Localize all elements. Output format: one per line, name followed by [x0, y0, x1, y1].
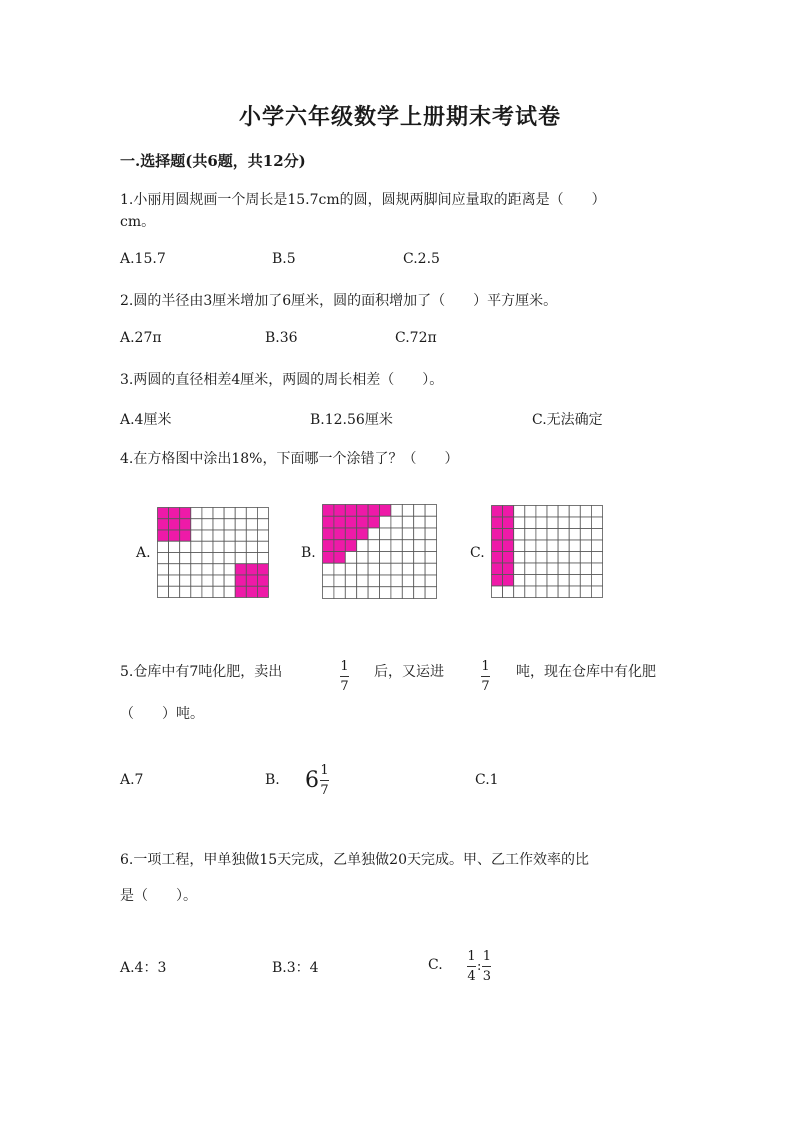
- question-6-option-b: B.3：4: [272, 960, 319, 976]
- grid-cell: [492, 575, 503, 587]
- grid-cell: [191, 586, 202, 597]
- grid-cell: [492, 540, 503, 552]
- grid-cell: [169, 553, 180, 564]
- grid-cell: [492, 529, 503, 541]
- grid-cell: [257, 519, 268, 530]
- grid-cell: [345, 563, 356, 575]
- grid-cell: [580, 529, 591, 541]
- grid-cell: [591, 552, 602, 564]
- grid-cell: [425, 540, 436, 552]
- fraction-denominator: 4: [467, 969, 476, 984]
- grid-cell: [391, 552, 402, 564]
- grid-cell: [213, 553, 224, 564]
- grid-cell: [414, 587, 425, 599]
- grid-cell: [257, 575, 268, 586]
- grid-cell: [180, 586, 191, 597]
- ratio-quarter-to-third: [467, 950, 491, 983]
- grid-cell: [323, 516, 334, 528]
- grid-cell: [246, 519, 257, 530]
- grid-cell: [368, 516, 379, 528]
- grid-a-label: A.: [136, 545, 151, 561]
- question-6-text-continued: 是（ ）。: [120, 888, 197, 904]
- question-1-option-b: B.5: [272, 251, 296, 267]
- grid-cell: [323, 563, 334, 575]
- grid-cell: [213, 530, 224, 541]
- grid-cell: [169, 508, 180, 519]
- grid-cell: [425, 587, 436, 599]
- grid-cell: [558, 540, 569, 552]
- grid-cell: [158, 541, 169, 552]
- grid-cell: [235, 541, 246, 552]
- grid-cell: [323, 528, 334, 540]
- fraction-numerator: 1: [467, 949, 476, 964]
- grid-cell: [357, 528, 368, 540]
- grid-cell: [503, 517, 514, 529]
- grid-cell: [345, 552, 356, 564]
- fraction-numerator: 1: [340, 659, 349, 674]
- question-1-text-continued: cm。: [120, 214, 156, 230]
- section-heading: 一.选择题(共6题，共12分): [120, 152, 306, 170]
- grid-cell: [191, 553, 202, 564]
- grid-cell: [492, 506, 503, 518]
- grid-cell: [414, 575, 425, 587]
- grid-cell: [169, 564, 180, 575]
- grid-cell: [425, 516, 436, 528]
- grid-cell: [213, 586, 224, 597]
- page-title: 小学六年级数学上册期末考试卷: [238, 104, 561, 130]
- grid-cell: [525, 563, 536, 575]
- grid-cell: [580, 517, 591, 529]
- grid-cell: [536, 552, 547, 564]
- grid-cell: [169, 586, 180, 597]
- grid-cell: [492, 552, 503, 564]
- grid-cell: [169, 519, 180, 530]
- grid-cell: [191, 575, 202, 586]
- grid-cell: [180, 553, 191, 564]
- question-5-text-part1: 5.仓库中有7吨化肥，卖出: [120, 664, 283, 680]
- grid-cell: [514, 517, 525, 529]
- grid-cell: [345, 528, 356, 540]
- grid-cell: [525, 529, 536, 541]
- grid-cell: [180, 530, 191, 541]
- grid-cell: [569, 517, 580, 529]
- grid-cell: [158, 519, 169, 530]
- grid-cell: [391, 563, 402, 575]
- grid-cell: [380, 587, 391, 599]
- grid-cell: [224, 530, 235, 541]
- grid-cell: [345, 575, 356, 587]
- grid-cell: [169, 575, 180, 586]
- grid-cell: [368, 505, 379, 517]
- grid-cell: [402, 516, 413, 528]
- grid-cell: [514, 506, 525, 518]
- grid-cell: [536, 563, 547, 575]
- grid-cell: [246, 553, 257, 564]
- grid-cell: [224, 575, 235, 586]
- grid-cell: [224, 586, 235, 597]
- grid-cell: [380, 552, 391, 564]
- grid-cell: [357, 516, 368, 528]
- grid-cell: [492, 563, 503, 575]
- question-3-option-b: B.12.56厘米: [310, 412, 393, 428]
- grid-cell: [525, 575, 536, 587]
- fraction-denominator: 3: [482, 969, 492, 984]
- question-5-option-a: A.7: [120, 772, 144, 788]
- grid-cell: [503, 506, 514, 518]
- grid-cell: [246, 530, 257, 541]
- grid-cell: [492, 517, 503, 529]
- grid-cell: [213, 541, 224, 552]
- grid-cell: [224, 541, 235, 552]
- grid-cell: [334, 505, 345, 517]
- grid-cell: [558, 563, 569, 575]
- grid-cell: [391, 540, 402, 552]
- mixed-whole: 6: [305, 768, 319, 793]
- mixed-number-six-and-one-seventh: [305, 764, 329, 797]
- grid-cell: [345, 505, 356, 517]
- grid-cell: [536, 540, 547, 552]
- grid-cell: [368, 540, 379, 552]
- grid-cell: [368, 563, 379, 575]
- grid-cell: [368, 552, 379, 564]
- grid-cell: [368, 575, 379, 587]
- grid-cell: [569, 529, 580, 541]
- question-5-text-continued: （ ）吨。: [120, 706, 204, 722]
- grid-cell: [246, 508, 257, 519]
- grid-cell: [213, 519, 224, 530]
- grid-cell: [224, 553, 235, 564]
- grid-cell: [402, 563, 413, 575]
- grid-cell: [536, 575, 547, 587]
- grid-cell: [323, 505, 334, 517]
- grid-cell: [180, 575, 191, 586]
- fraction-numerator: 1: [481, 659, 490, 674]
- grid-cell: [202, 508, 213, 519]
- grid-cell: [525, 586, 536, 598]
- grid-cell: [235, 575, 246, 586]
- grid-cell: [569, 540, 580, 552]
- question-3-option-c: C.无法确定: [532, 412, 603, 428]
- grid-cell: [414, 528, 425, 540]
- grid-cell: [591, 563, 602, 575]
- grid-cell: [402, 540, 413, 552]
- grid-cell: [357, 563, 368, 575]
- grid-cell: [525, 552, 536, 564]
- grid-cell: [257, 508, 268, 519]
- question-6-option-c: C.: [428, 957, 443, 973]
- grid-cell: [158, 575, 169, 586]
- grid-cell: [235, 564, 246, 575]
- grid-cell: [191, 530, 202, 541]
- grid-cell: [213, 564, 224, 575]
- grid-cell: [380, 540, 391, 552]
- grid-cell: [180, 564, 191, 575]
- grid-cell: [591, 540, 602, 552]
- grid-cell: [180, 508, 191, 519]
- grid-cell: [525, 506, 536, 518]
- grid-cell: [402, 528, 413, 540]
- grid-cell: [391, 575, 402, 587]
- question-2-option-a: A.27π: [120, 330, 162, 346]
- grid-cell: [425, 552, 436, 564]
- grid-cell: [380, 516, 391, 528]
- question-3-text: 3.两圆的直径相差4厘米，两圆的周长相差（ ）。: [120, 372, 444, 388]
- grid-cell: [591, 586, 602, 598]
- grid-cell: [158, 530, 169, 541]
- question-6-option-a: A.4：3: [120, 960, 167, 976]
- grid-cell: [558, 586, 569, 598]
- grid-cell: [202, 553, 213, 564]
- grid-cell: [591, 517, 602, 529]
- grid-cell: [235, 508, 246, 519]
- grid-cell: [158, 564, 169, 575]
- grid-cell: [425, 575, 436, 587]
- grid-cell: [246, 586, 257, 597]
- grid-cell: [525, 540, 536, 552]
- grid-cell: [402, 552, 413, 564]
- grid-cell: [323, 587, 334, 599]
- grid-cell: [580, 563, 591, 575]
- question-3-option-a: A.4厘米: [120, 412, 172, 428]
- grid-cell: [158, 553, 169, 564]
- grid-cell: [257, 541, 268, 552]
- grid-cell: [414, 563, 425, 575]
- grid-cell: [334, 563, 345, 575]
- grid-cell: [158, 508, 169, 519]
- question-5-text-part3: 吨，现在仓库中有化肥: [516, 664, 656, 680]
- question-1-option-a: A.15.7: [120, 251, 166, 267]
- grid-cell: [547, 529, 558, 541]
- grid-cell: [224, 564, 235, 575]
- grid-cell: [569, 575, 580, 587]
- grid-cell: [257, 564, 268, 575]
- grid-cell: [191, 519, 202, 530]
- grid-cell: [323, 552, 334, 564]
- grid-cell: [492, 586, 503, 598]
- grid-cell: [368, 528, 379, 540]
- grid-cell: [357, 505, 368, 517]
- grid-cell: [224, 508, 235, 519]
- grid-cell: [425, 505, 436, 517]
- grid-cell: [580, 540, 591, 552]
- grid-cell: [391, 516, 402, 528]
- grid-cell: [503, 529, 514, 541]
- grid-cell: [191, 508, 202, 519]
- grid-cell: [569, 586, 580, 598]
- grid-cell: [334, 575, 345, 587]
- grid-cell: [235, 553, 246, 564]
- grid-cell: [345, 540, 356, 552]
- grid-cell: [345, 587, 356, 599]
- grid-cell: [380, 575, 391, 587]
- grid-cell: [558, 552, 569, 564]
- fraction-denominator: 7: [481, 679, 490, 694]
- grid-cell: [569, 563, 580, 575]
- fraction-numerator: 1: [320, 763, 329, 778]
- grid-cell: [580, 575, 591, 587]
- fraction-denominator: 7: [340, 679, 349, 694]
- question-2-option-c: C.72π: [395, 330, 437, 346]
- grid-cell: [235, 519, 246, 530]
- ratio-colon: :: [477, 959, 482, 974]
- grid-b-label: B.: [301, 545, 316, 561]
- fraction-denominator: 7: [320, 783, 329, 798]
- grid-cell: [246, 564, 257, 575]
- grid-cell: [334, 552, 345, 564]
- question-2-text: 2.圆的半径由3厘米增加了6厘米，圆的面积增加了（ ）平方厘米。: [120, 293, 558, 309]
- grid-cell: [235, 530, 246, 541]
- grid-cell: [402, 505, 413, 517]
- grid-cell: [569, 506, 580, 518]
- grid-cell: [547, 563, 558, 575]
- grid-cell: [246, 575, 257, 586]
- fraction-one-seventh-a: [340, 655, 349, 693]
- grid-cell: [334, 516, 345, 528]
- grid-cell: [503, 540, 514, 552]
- fraction-one-seventh-b: [481, 655, 490, 693]
- grid-figure-a: [157, 507, 269, 598]
- grid-cell: [191, 541, 202, 552]
- grid-cell: [514, 552, 525, 564]
- grid-cell: [503, 575, 514, 587]
- grid-cell: [569, 552, 580, 564]
- grid-cell: [368, 587, 379, 599]
- grid-cell: [514, 586, 525, 598]
- grid-cell: [547, 586, 558, 598]
- grid-cell: [414, 516, 425, 528]
- grid-cell: [547, 540, 558, 552]
- grid-cell: [414, 540, 425, 552]
- grid-cell: [558, 506, 569, 518]
- grid-cell: [323, 540, 334, 552]
- grid-cell: [180, 541, 191, 552]
- grid-cell: [357, 575, 368, 587]
- grid-cell: [169, 530, 180, 541]
- grid-cell: [213, 575, 224, 586]
- fraction-numerator: 1: [482, 949, 492, 964]
- grid-cell: [514, 563, 525, 575]
- grid-cell: [536, 586, 547, 598]
- grid-cell: [558, 529, 569, 541]
- grid-cell: [525, 517, 536, 529]
- grid-cell: [402, 587, 413, 599]
- grid-cell: [402, 575, 413, 587]
- grid-cell: [414, 552, 425, 564]
- grid-cell: [357, 540, 368, 552]
- grid-cell: [257, 586, 268, 597]
- grid-cell: [425, 528, 436, 540]
- grid-cell: [323, 575, 334, 587]
- grid-cell: [202, 564, 213, 575]
- grid-cell: [380, 528, 391, 540]
- grid-cell: [591, 575, 602, 587]
- grid-cell: [357, 552, 368, 564]
- grid-cell: [202, 541, 213, 552]
- question-6-text: 6.一项工程，甲单独做15天完成，乙单独做20天完成。甲、乙工作效率的比: [120, 852, 589, 868]
- grid-cell: [158, 586, 169, 597]
- grid-cell: [213, 508, 224, 519]
- grid-cell: [345, 516, 356, 528]
- grid-cell: [334, 540, 345, 552]
- grid-cell: [357, 587, 368, 599]
- grid-cell: [202, 519, 213, 530]
- grid-cell: [202, 575, 213, 586]
- grid-cell: [547, 517, 558, 529]
- grid-cell: [547, 506, 558, 518]
- question-5-option-c: C.1: [475, 772, 499, 788]
- question-1-option-c: C.2.5: [403, 251, 440, 267]
- grid-cell: [334, 528, 345, 540]
- grid-cell: [580, 586, 591, 598]
- grid-cell: [503, 552, 514, 564]
- grid-cell: [391, 587, 402, 599]
- grid-cell: [257, 530, 268, 541]
- grid-cell: [202, 586, 213, 597]
- grid-cell: [380, 563, 391, 575]
- grid-cell: [169, 541, 180, 552]
- grid-cell: [580, 506, 591, 518]
- question-1-text: 1.小丽用圆规画一个周长是15.7cm的圆，圆规两脚间应量取的距离是（ ）: [120, 192, 606, 208]
- grid-cell: [224, 519, 235, 530]
- grid-cell: [246, 541, 257, 552]
- grid-cell: [547, 552, 558, 564]
- grid-cell: [547, 575, 558, 587]
- grid-cell: [503, 586, 514, 598]
- grid-cell: [558, 575, 569, 587]
- grid-cell: [536, 506, 547, 518]
- grid-cell: [514, 540, 525, 552]
- grid-cell: [503, 563, 514, 575]
- grid-c-label: C.: [470, 545, 485, 561]
- grid-figure-c: [491, 505, 603, 598]
- grid-cell: [425, 563, 436, 575]
- grid-cell: [257, 553, 268, 564]
- question-4-text: 4.在方格图中涂出18%，下面哪一个涂错了？（ ）: [120, 451, 459, 467]
- grid-cell: [191, 564, 202, 575]
- grid-cell: [536, 517, 547, 529]
- grid-cell: [536, 529, 547, 541]
- grid-cell: [235, 586, 246, 597]
- grid-figure-b: [322, 504, 437, 599]
- grid-cell: [514, 529, 525, 541]
- grid-cell: [380, 505, 391, 517]
- grid-cell: [591, 529, 602, 541]
- grid-cell: [391, 528, 402, 540]
- grid-cell: [414, 505, 425, 517]
- grid-cell: [391, 505, 402, 517]
- grid-cell: [202, 530, 213, 541]
- question-2-option-b: B.36: [265, 330, 298, 346]
- question-5-text-part2: 后，又运进: [374, 664, 444, 680]
- question-5-option-b: B.: [265, 772, 280, 788]
- grid-cell: [334, 587, 345, 599]
- grid-cell: [558, 517, 569, 529]
- grid-cell: [180, 519, 191, 530]
- grid-cell: [591, 506, 602, 518]
- grid-cell: [514, 575, 525, 587]
- grid-cell: [580, 552, 591, 564]
